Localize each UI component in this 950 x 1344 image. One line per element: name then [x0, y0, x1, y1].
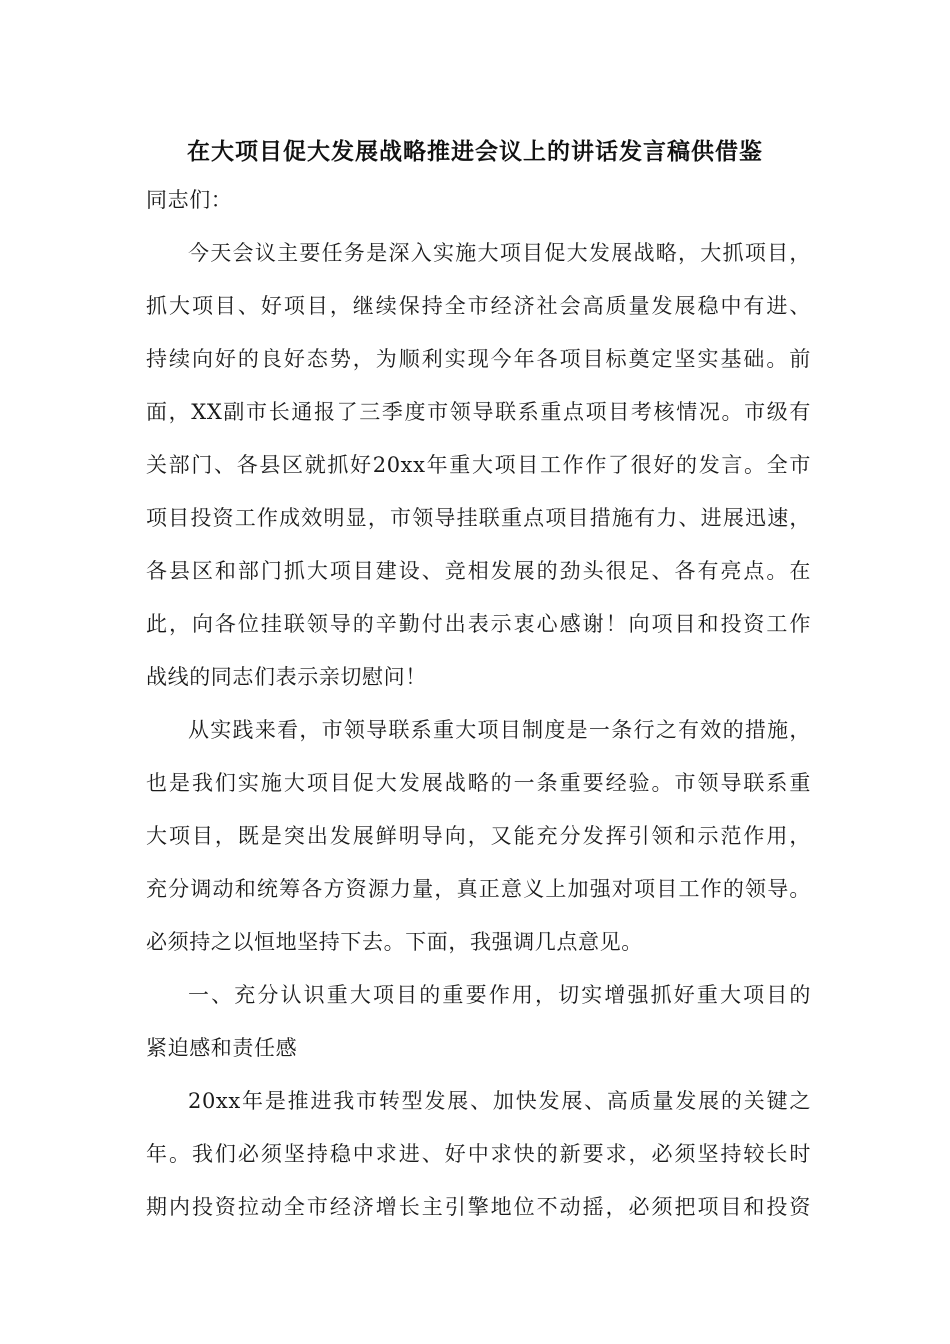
paragraph-line: 必须持之以恒地坚持下去。下面，我强调几点意见。: [146, 930, 643, 954]
paragraph-line: 各县区和部门抓大项目建设、竞相发展的劲头很足、各有亮点。在: [146, 559, 811, 583]
document-title: 在大项目促大发展战略推进会议上的讲话发言稿供借鉴: [187, 138, 763, 165]
paragraph-line: 面，XX副市长通报了三季度市领导联系重点项目考核情况。市级有: [146, 400, 811, 424]
paragraph-line: 关部门、各县区就抓好20xx年重大项目工作作了很好的发言。全市: [146, 453, 811, 477]
paragraph-line: 持续向好的良好态势，为顺利实现今年各项目标奠定坚实基础。前: [146, 347, 811, 371]
paragraph-line: 大项目，既是突出发展鲜明导向，又能充分发挥引领和示范作用，: [146, 824, 811, 848]
paragraph-line: 也是我们实施大项目促大发展战略的一条重要经验。市领导联系重: [146, 771, 811, 795]
salutation: 同志们：: [146, 188, 233, 212]
paragraph-line: 年。我们必须坚持稳中求进、好中求快的新要求，必须坚持较长时: [146, 1142, 811, 1166]
paragraph-line: 20xx年是推进我市转型发展、加快发展、高质量发展的关键之: [188, 1089, 811, 1113]
paragraph-line: 今天会议主要任务是深入实施大项目促大发展战略，大抓项目，: [188, 241, 811, 265]
section-heading-line: 紧迫感和责任感: [146, 1036, 298, 1060]
paragraph-line: 项目投资工作成效明显，市领导挂联重点项目措施有力、进展迅速，: [146, 506, 811, 530]
paragraph-line: 此，向各位挂联领导的辛勤付出表示衷心感谢！向项目和投资工作: [146, 612, 811, 636]
section-heading-line: 一、充分认识重大项目的重要作用，切实增强抓好重大项目的: [188, 983, 811, 1007]
paragraph-line: 从实践来看，市领导联系重大项目制度是一条行之有效的措施，: [188, 718, 811, 742]
paragraph-line: 期内投资拉动全市经济增长主引擎地位不动摇，必须把项目和投资: [146, 1195, 811, 1219]
paragraph-line: 战线的同志们表示亲切慰问！: [146, 665, 427, 689]
paragraph-line: 抓大项目、好项目，继续保持全市经济社会高质量发展稳中有进、: [146, 294, 811, 318]
paragraph-line: 充分调动和统筹各方资源力量，真正意义上加强对项目工作的领导。: [146, 877, 811, 901]
